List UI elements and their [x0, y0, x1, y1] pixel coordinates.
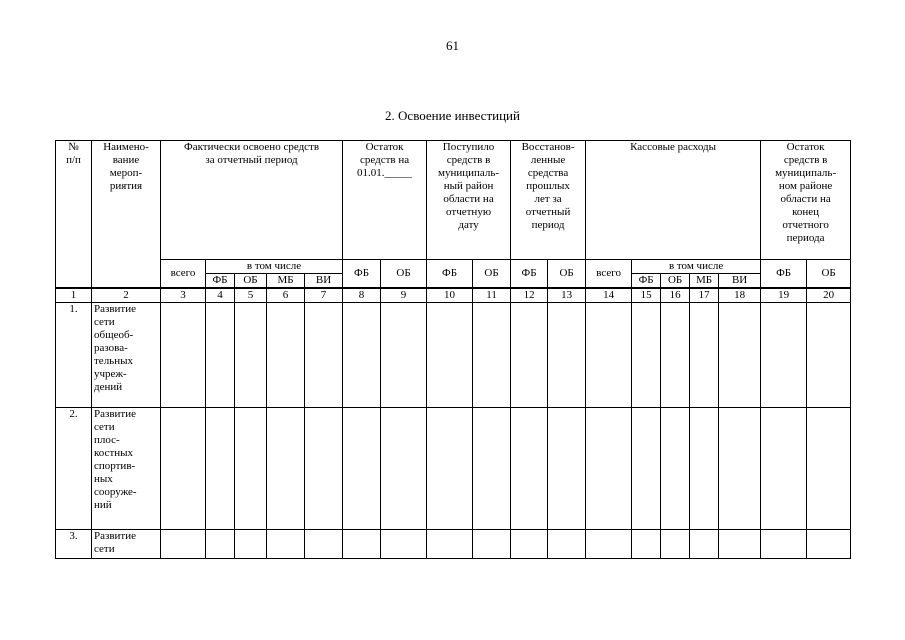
header-fb: ФБ: [511, 260, 548, 289]
investments-table: [55, 140, 851, 559]
column-number: 14: [586, 288, 632, 303]
header-activity-name: Наимено- вание мероп- риятия: [92, 141, 161, 289]
header-fb: ФБ: [206, 274, 235, 289]
header-fb: ФБ: [761, 260, 807, 289]
column-number: 4: [206, 288, 235, 303]
row-activity-name: Развитие сети плос- костных спортив- ных сооруже- ний: [92, 408, 161, 530]
header-mb: МБ: [267, 274, 305, 289]
column-number: 18: [719, 288, 761, 303]
column-number: 11: [473, 288, 511, 303]
header-cash-expenses: Кассовые расходы: [586, 141, 761, 260]
column-number: 3: [161, 288, 206, 303]
column-number: 6: [267, 288, 305, 303]
header-fb: ФБ: [632, 274, 661, 289]
column-number: 2: [92, 288, 161, 303]
header-ob: ОБ: [548, 260, 586, 289]
page-number: 61: [446, 38, 459, 53]
header-ob: ОБ: [473, 260, 511, 289]
header-vi: ВИ: [305, 274, 343, 289]
column-number: 13: [548, 288, 586, 303]
header-fb: ФБ: [343, 260, 381, 289]
header-restored: Восстанов- ленные средства прошлых лет за отчетный период: [511, 141, 586, 260]
row-number: 1.: [56, 303, 92, 408]
header-total: всего: [586, 260, 632, 289]
header-mb: МБ: [690, 274, 719, 289]
header-including: в том числе: [206, 260, 343, 274]
column-number: 19: [761, 288, 807, 303]
row-activity-name: Развитие сети общеоб- разова- тельных учреж- дений: [92, 303, 161, 408]
column-number: 10: [427, 288, 473, 303]
column-number: 16: [661, 288, 690, 303]
table-row: [56, 530, 851, 559]
column-number: 12: [511, 288, 548, 303]
header-ob: ОБ: [381, 260, 427, 289]
column-number: 9: [381, 288, 427, 303]
column-number: 15: [632, 288, 661, 303]
header-actual-spent: Фактически освоено средств за отчетный период: [161, 141, 343, 260]
header-ob: ОБ: [661, 274, 690, 289]
column-number: 5: [235, 288, 267, 303]
table-row: [56, 303, 851, 408]
column-number: 1: [56, 288, 92, 303]
column-number: 20: [807, 288, 851, 303]
row-number: 2.: [56, 408, 92, 530]
header-remainder-start: Остаток средств на 01.01._____: [343, 141, 427, 260]
section-title: 2. Освоение инвестиций: [385, 108, 520, 123]
column-number: 8: [343, 288, 381, 303]
header-received: Поступило средств в муниципаль- ный район области на отчетную дату: [427, 141, 511, 260]
header-total: всего: [161, 260, 206, 289]
header-fb: ФБ: [427, 260, 473, 289]
header-number: № п/п: [56, 141, 92, 289]
table-row: [56, 408, 851, 530]
header-including: в том числе: [632, 260, 761, 274]
header-remainder-end: Остаток средств в муниципаль- ном районе области на конец отчетного периода: [761, 141, 851, 260]
header-ob: ОБ: [235, 274, 267, 289]
row-number: 3.: [56, 530, 92, 559]
header-ob: ОБ: [807, 260, 851, 289]
header-vi: ВИ: [719, 274, 761, 289]
column-number: 17: [690, 288, 719, 303]
row-activity-name: Развитие сети: [92, 530, 161, 559]
column-number: 7: [305, 288, 343, 303]
